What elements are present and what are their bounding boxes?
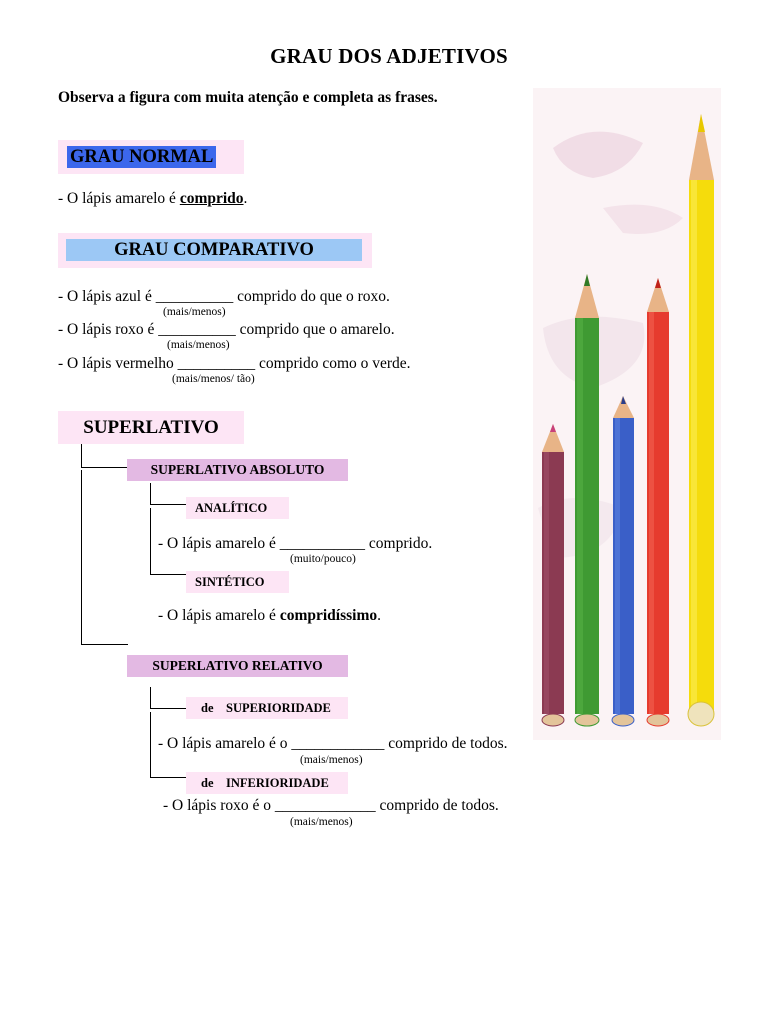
- pencils-illustration: [533, 88, 721, 740]
- green-pencil: [575, 274, 599, 726]
- superioridade-hint: (mais/menos): [300, 754, 363, 766]
- grau-comparativo-heading: GRAU COMPARATIVO: [66, 239, 362, 261]
- sentence-suffix: .: [243, 190, 248, 207]
- purple-pencil: [542, 424, 564, 726]
- inferioridade-hint: (mais/menos): [290, 816, 353, 828]
- red-pencil: [647, 278, 669, 726]
- tree-line: [150, 504, 186, 505]
- blue-pencil: [612, 396, 634, 726]
- sentence-answer: compridíssimo: [279, 607, 378, 624]
- comparativo-sentence-2: - O lápis roxo é __________ comprido que o amarelo.: [58, 321, 395, 338]
- comparativo-hint-2: (mais/menos): [167, 339, 230, 351]
- inferioridade-sentence: - O lápis roxo é o _____________ comprido de todos.: [163, 797, 499, 814]
- grau-comparativo-heading-box: [58, 233, 372, 268]
- sentence-prefix: - O lápis amarelo é: [58, 190, 180, 207]
- comparativo-hint-3: (mais/menos/ tão): [172, 373, 255, 385]
- instruction-text: Observa a figura com muita atenção e completa as frases.: [58, 89, 438, 106]
- analitico-sentence: - O lápis amarelo é ___________ comprido.: [158, 535, 433, 552]
- tree-line: [150, 708, 186, 709]
- comparativo-sentence-1: - O lápis azul é __________ comprido do que o roxo.: [58, 288, 390, 305]
- tree-line: [81, 444, 82, 467]
- analitico-hint: (muito/pouco): [290, 553, 356, 565]
- superioridade-sentence: - O lápis amarelo é o ____________ comprido de todos.: [158, 735, 508, 752]
- tree-line: [150, 574, 186, 575]
- inferioridade-label: de INFERIORIDADE: [186, 772, 348, 794]
- tree-line: [150, 508, 151, 574]
- superlativo-heading: SUPERLATIVO: [58, 411, 244, 444]
- superlativo-absoluto-label: SUPERLATIVO ABSOLUTO: [127, 459, 348, 481]
- sintetico-label: SINTÉTICO: [186, 571, 289, 593]
- tree-line: [150, 687, 151, 708]
- page-title: GRAU DOS ADJETIVOS: [270, 44, 508, 68]
- tree-line: [81, 470, 82, 644]
- comparativo-sentence-3: - O lápis vermelho __________ comprido como o verde.: [58, 355, 411, 372]
- tree-line: [150, 712, 151, 777]
- sintetico-sentence: [158, 607, 381, 625]
- superlativo-relativo-label: SUPERLATIVO RELATIVO: [127, 655, 348, 677]
- tree-line: [81, 467, 128, 468]
- superioridade-label: de SUPERIORIDADE: [186, 697, 348, 719]
- grau-normal-heading: GRAU NORMAL: [67, 146, 216, 168]
- grau-normal-sentence: [58, 190, 247, 208]
- tree-line: [81, 644, 128, 645]
- tree-line: [150, 483, 151, 504]
- comparativo-hint-1: (mais/menos): [163, 306, 226, 318]
- analitico-label: ANALÍTICO: [186, 497, 289, 519]
- yellow-pencil: [688, 114, 714, 726]
- grau-normal-heading-box: [58, 140, 244, 174]
- sentence-prefix: - O lápis amarelo é: [158, 607, 280, 624]
- tree-line: [150, 777, 186, 778]
- sentence-suffix: .: [377, 607, 381, 624]
- sentence-answer: comprido: [179, 190, 244, 207]
